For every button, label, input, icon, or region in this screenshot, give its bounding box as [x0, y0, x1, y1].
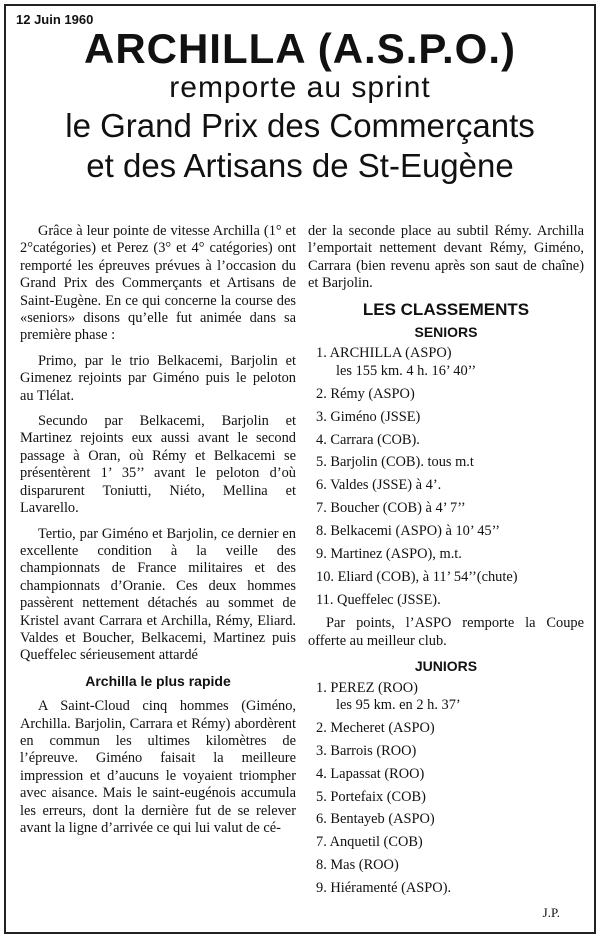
article-paragraph: Grâce à leur pointe de vitesse Archilla (1° et 2°catégories) et Perez (3° et 4° catégories) ont remporté les épreuves prévues à l’occasion du Grand Prix des Commerçants et Artisans de Saint-Eugène. En ce qui concerne la course des «seniors» disons qu’elle fut animée dans sa première phase : [20, 223, 296, 344]
classements-title: LES CLASSEMENTS [362, 299, 530, 319]
ranking-item: 2. Rémy (ASPO) [316, 385, 415, 402]
article-paragraph-continued: der la seconde place au subtil Rémy. Archilla l’emportait nettement devant Rémy, Giméno, Carrara (bien revenu après son saut de chaîne) et Barjolin. [308, 223, 584, 292]
seniors-heading: SENIORS [414, 324, 478, 341]
article-paragraph: Tertio, par Giméno et Barjolin, ce dernier en excellente condition à la veille des championnats de France militaires et des championnats d’Oranie. Ces deux hommes passèrent nettement détachés au sommet de Kristel avant Carrara et Archilla, Rémy, Eliard. Valdes et Boucher, Belkacemi, Martinez puis Queffelec sérieusement attardé [20, 525, 296, 664]
article-columns [20, 223, 584, 926]
ranking-winner-detail: les 95 km. en 2 h. 37’ [336, 696, 461, 713]
ranking-winner: 1. PEREZ (ROO) [316, 679, 418, 696]
ranking-winner-detail: les 155 km. 4 h. 16’ 40’’ [336, 362, 477, 379]
headline [6, 25, 594, 186]
ranking-item: 8. Mas (ROO) [316, 857, 399, 874]
article-column-left [20, 223, 296, 926]
article-column-right [308, 223, 584, 926]
headline-line-3: le Grand Prix des Commerçants [65, 107, 535, 144]
article-paragraph: A Saint-Cloud cinq hommes (Giméno, Archilla. Barjolin, Carrara et Rémy) abordèrent en commun les ultimes kilomètres de l’épreuve. Giméno faisait la meilleure impression et d’aucuns le voyaient triompher avec aisance. Mais le saint-eugénois accumula les erreurs, dont la dernière fut de se relever avant la ligne d’arrivée ce qui lui valut de cé- [20, 698, 296, 836]
seniors-club-note: Par points, l’ASPO remporte la Coupe offerte au meilleur club. [308, 615, 584, 649]
ranking-item: 6. Valdes (JSSE) à 4’. [316, 477, 442, 494]
ranking-item: 5. Portefaix (COB) [316, 788, 426, 805]
newspaper-clipping [4, 4, 596, 934]
ranking-item: 11. Queffelec (JSSE). [316, 591, 441, 608]
juniors-heading: JUNIORS [414, 658, 478, 675]
seniors-ranking [308, 345, 584, 609]
ranking-item: 3. Giméno (JSSE) [316, 408, 421, 425]
juniors-ranking [308, 680, 584, 898]
ranking-item: 3. Barrois (ROO) [316, 742, 417, 759]
article-paragraph: Primo, par le trio Belkacemi, Barjolin et Gimenez rejoints par Giméno puis le peloton au Tlélat. [20, 352, 296, 404]
author-signature: J.P. [542, 904, 560, 920]
ranking-item: 10. Eliard (COB), à 11’ 54’’(chute) [316, 569, 518, 585]
ranking-item: 8. Belkacemi (ASPO) à 10’ 45’’ [316, 523, 501, 540]
article-subhead: Archilla le plus rapide [85, 672, 231, 689]
ranking-item: 5. Barjolin (COB). tous m.t [316, 454, 474, 471]
article-paragraph: Secundo par Belkacemi, Barjolin et Martinez rejoints eux aussi avant le second passage à Oran, où Rémy et Belkacemi se présentèrent 1’ 35’’ avant le peloton d’où disparurent Toniutti, Niéto, Mellina et Lavarello. [20, 413, 296, 517]
ranking-item: 6. Bentayeb (ASPO) [316, 811, 435, 828]
ranking-item: 7. Boucher (COB) à 4’ 7’’ [316, 500, 466, 517]
publication-date: 12 Juin 1960 [16, 12, 94, 27]
ranking-item [316, 680, 584, 715]
ranking-item [316, 345, 584, 380]
headline-line-2: remporte au sprint [169, 71, 431, 104]
headline-line-1: ARCHILLA (A.S.P.O.) [83, 25, 516, 72]
ranking-item: 9. Hiéramenté (ASPO). [316, 880, 452, 897]
ranking-item: 4. Carrara (COB). [316, 431, 420, 448]
headline-line-4: et des Artisans de St-Eugène [86, 147, 514, 184]
ranking-winner: 1. ARCHILLA (ASPO) [316, 345, 452, 362]
ranking-item: 7. Anquetil (COB) [316, 834, 423, 851]
ranking-item: 2. Mecheret (ASPO) [316, 719, 435, 736]
ranking-item: 4. Lapassat (ROO) [316, 765, 425, 782]
ranking-item: 9. Martinez (ASPO), m.t. [316, 546, 462, 563]
